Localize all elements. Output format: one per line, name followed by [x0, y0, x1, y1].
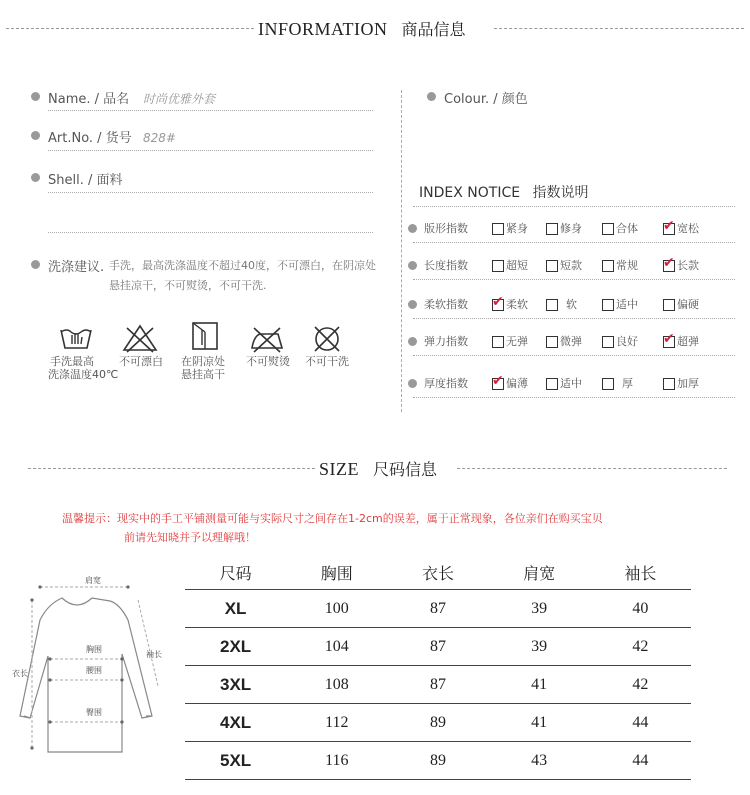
bullet: [31, 92, 40, 101]
index-checkbox: [546, 223, 558, 235]
index-checkbox: [492, 223, 504, 235]
name-label: Name. / 品名: [48, 92, 130, 107]
care-text-1: 手洗，最高洗涤温度不超过40度，不可漂白，在阴凉处: [109, 259, 376, 272]
art-label: Art.No. / 货号: [48, 131, 132, 146]
figure-waist-label: 腰围: [86, 666, 102, 675]
index-option-label: 软: [566, 298, 577, 311]
index-checkbox: [546, 299, 558, 311]
index-row-underline: [413, 397, 735, 398]
measure-cell: 104: [286, 628, 387, 666]
index-checkbox: [546, 336, 558, 348]
index-title-underline: [413, 206, 735, 207]
index-checkbox: [602, 299, 614, 311]
notice-line-1: 温馨提示：现实中的手工平铺测量可能与实际尺寸之间存在1-2cm的误差，属于正常现象，各位亲们在购买宝贝: [62, 512, 603, 525]
bullet: [31, 131, 40, 140]
index-row-underline: [413, 279, 735, 280]
size-row: [185, 590, 691, 628]
measure-cell: 39: [489, 590, 590, 628]
index-option-label: 短款: [560, 259, 582, 272]
size-cell: 2XL: [185, 628, 286, 666]
measure-cell: 44: [590, 704, 691, 742]
size-row: [185, 666, 691, 704]
index-option-label: 微弹: [560, 335, 582, 348]
index-option-label: 偏薄: [506, 377, 528, 390]
col-chest: 胸围: [286, 556, 387, 590]
check-mark-icon: ✔: [492, 294, 504, 310]
line-dry-caption: 在阴凉处 悬挂高干: [181, 355, 225, 381]
check-mark-icon: ✔: [663, 255, 675, 271]
measure-cell: 116: [286, 742, 387, 780]
info-header-title-cn: 商品信息: [401, 20, 466, 39]
size-table-header: [185, 556, 691, 590]
size-row: [185, 742, 691, 780]
index-checkbox: [663, 299, 675, 311]
art-value: 828#: [143, 131, 176, 145]
col-shoulder: 肩宽: [489, 556, 590, 590]
no-dry-clean-caption: 不可干洗: [305, 355, 349, 368]
info-header: [258, 17, 466, 40]
measure-cell: 39: [489, 628, 590, 666]
measure-cell: 44: [590, 742, 691, 780]
figure-sleeve-label: 袖长: [146, 650, 162, 659]
size-cell: 5XL: [185, 742, 286, 780]
measure-cell: 42: [590, 666, 691, 704]
index-option-label: 良好: [616, 335, 638, 348]
bullet: [408, 261, 417, 270]
figure-length-label: 衣长: [12, 669, 28, 678]
size-rule-left: [28, 468, 315, 469]
measure-cell: 43: [489, 742, 590, 780]
size-header-title: SIZE: [319, 459, 359, 479]
index-row-name: 柔软指数: [424, 298, 468, 311]
name-underline: [48, 110, 373, 111]
index-option-label: 加厚: [677, 377, 699, 390]
index-checkbox: [602, 260, 614, 272]
index-row-name: 版形指数: [424, 222, 468, 235]
bullet: [408, 379, 417, 388]
bullet: [427, 92, 436, 101]
index-checkbox: [492, 336, 504, 348]
size-header-title-cn: 尺码信息: [373, 460, 438, 479]
bullet: [31, 260, 40, 269]
header-rule-right: [494, 28, 744, 29]
bullet: [408, 224, 417, 233]
index-row-underline: [413, 242, 735, 243]
index-notice-title: INDEX NOTICE 指数说明: [419, 185, 589, 201]
info-header-title: INFORMATION: [258, 19, 388, 39]
size-rule-right: [457, 468, 727, 469]
hand-wash-icon: [57, 322, 95, 354]
size-table: [185, 556, 691, 780]
check-mark-icon: ✔: [492, 373, 504, 389]
measure-cell: 108: [286, 666, 387, 704]
colour-label: Colour. / 颜色: [444, 92, 528, 107]
index-checkbox: [492, 294, 504, 311]
index-checkbox: [663, 255, 675, 272]
measure-cell: 89: [387, 704, 488, 742]
measure-cell: 40: [590, 590, 691, 628]
size-row: [185, 628, 691, 666]
size-row: [185, 704, 691, 742]
bullet: [408, 337, 417, 346]
measure-cell: 87: [387, 590, 488, 628]
index-checkbox: [546, 260, 558, 272]
index-checkbox: [492, 260, 504, 272]
care-label: 洗涤建议.: [48, 260, 105, 275]
size-cell: 3XL: [185, 666, 286, 704]
index-option-label: 偏硬: [677, 298, 699, 311]
no-bleach-icon: [121, 322, 159, 354]
index-option-label: 适中: [560, 377, 582, 390]
measure-cell: 87: [387, 628, 488, 666]
shell-underline: [48, 192, 373, 193]
header-rule-left: [6, 28, 254, 29]
index-option-label: 超短: [506, 259, 528, 272]
index-option-label: 无弹: [506, 335, 528, 348]
index-checkbox: [602, 223, 614, 235]
check-mark-icon: ✔: [663, 331, 675, 347]
index-checkbox: [546, 378, 558, 390]
index-option-label: 长款: [677, 259, 699, 272]
index-row-name: 厚度指数: [424, 377, 468, 390]
garment-figure: [10, 570, 170, 755]
index-option-label: 常规: [616, 259, 638, 272]
index-checkbox: [663, 331, 675, 348]
col-sleeve: 袖长: [590, 556, 691, 590]
column-divider: [401, 90, 402, 412]
index-option-label: 修身: [560, 222, 582, 235]
index-checkbox: [602, 336, 614, 348]
check-mark-icon: ✔: [663, 218, 675, 234]
hand-wash-caption: 手洗最高 洗涤温度40℃: [48, 355, 119, 381]
index-row-name: 弹力指数: [424, 335, 468, 348]
care-text-2: 悬挂凉干，不可熨烫，不可干洗.: [109, 279, 267, 292]
index-option-label: 合体: [616, 222, 638, 235]
index-option-label: 适中: [616, 298, 638, 311]
index-checkbox: [663, 378, 675, 390]
line-dry-shade-icon: [186, 320, 224, 352]
index-row-underline: [413, 318, 735, 319]
index-option-label: 紧身: [506, 222, 528, 235]
index-checkbox: [663, 218, 675, 235]
index-option-label: 宽松: [677, 222, 699, 235]
bullet: [408, 300, 417, 309]
no-dry-clean-icon: [308, 322, 346, 354]
index-option-label: 厚: [622, 377, 633, 390]
figure-shoulder-label: 肩宽: [85, 576, 101, 585]
index-checkbox: [492, 373, 504, 390]
measure-cell: 41: [489, 704, 590, 742]
index-row-underline: [413, 355, 735, 356]
name-value: 时尚优雅外套: [143, 92, 216, 106]
bullet: [31, 173, 40, 182]
index-option-label: 柔软: [506, 298, 528, 311]
size-cell: 4XL: [185, 704, 286, 742]
measure-cell: 87: [387, 666, 488, 704]
measure-cell: 41: [489, 666, 590, 704]
index-option-label: 超弹: [677, 335, 699, 348]
index-row-name: 长度指数: [424, 259, 468, 272]
col-length: 衣长: [387, 556, 488, 590]
art-underline: [48, 150, 373, 151]
measure-cell: 42: [590, 628, 691, 666]
size-cell: XL: [185, 590, 286, 628]
figure-chest-label: 胸围: [86, 645, 102, 654]
notice-line-2: 前请先知晓并予以理解哦！: [124, 531, 256, 544]
measure-cell: 112: [286, 704, 387, 742]
no-iron-caption: 不可熨烫: [246, 355, 290, 368]
no-iron-icon: [248, 322, 286, 354]
measure-cell: 89: [387, 742, 488, 780]
col-size: 尺码: [185, 556, 286, 590]
index-checkbox: [602, 378, 614, 390]
figure-hip-label: 臀围: [86, 708, 102, 717]
no-bleach-caption: 不可漂白: [119, 355, 163, 368]
measure-cell: 100: [286, 590, 387, 628]
shell-underline-2: [48, 232, 373, 233]
size-header: [319, 457, 437, 480]
shell-label: Shell. / 面料: [48, 173, 123, 188]
